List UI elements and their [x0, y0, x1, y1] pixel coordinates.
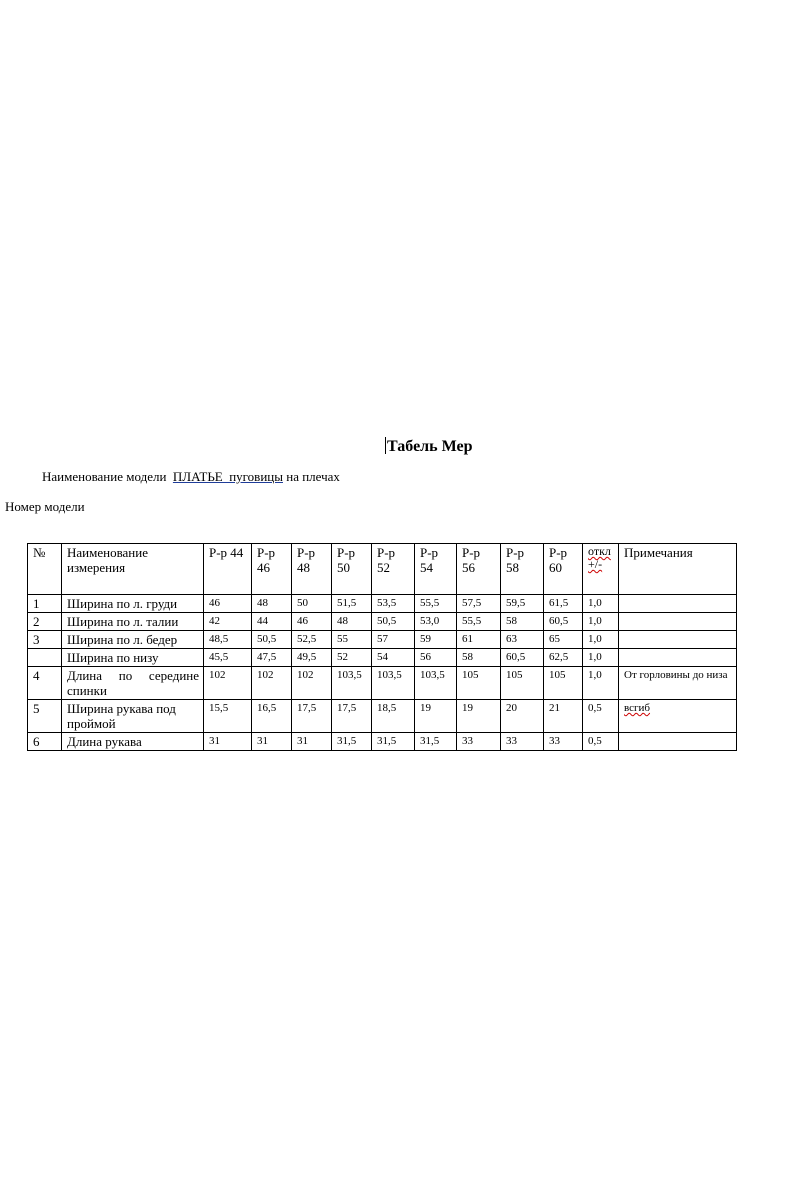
note — [619, 613, 737, 631]
row-number: 4 — [28, 667, 62, 700]
col-header-size-60: Р-р 60 — [544, 544, 583, 595]
table-row — [28, 649, 737, 667]
note-cell — [619, 700, 737, 733]
model-number-label: Номер модели — [5, 499, 85, 514]
value-size-46: 44 — [252, 613, 292, 631]
value-size-48: 49,5 — [292, 649, 332, 667]
value-size-44: 102 — [204, 667, 252, 700]
value-size-48: 46 — [292, 613, 332, 631]
value-size-50: 48 — [332, 613, 372, 631]
value-size-60: 62,5 — [544, 649, 583, 667]
value-size-44: 42 — [204, 613, 252, 631]
value-size-58: 105 — [501, 667, 544, 700]
value-size-56: 55,5 — [457, 613, 501, 631]
note — [619, 631, 737, 649]
col-header-size-54: Р-р 54 — [415, 544, 457, 595]
col-header-size-58: Р-р 58 — [501, 544, 544, 595]
value-size-50: 103,5 — [332, 667, 372, 700]
value-size-60: 33 — [544, 733, 583, 751]
col-header-size-52: Р-р 52 — [372, 544, 415, 595]
table-row — [28, 700, 737, 733]
model-name-value: ПЛАТЬЕ пуговицы — [172, 469, 283, 484]
value-size-56: 105 — [457, 667, 501, 700]
table-row — [28, 667, 737, 700]
value-size-58: 63 — [501, 631, 544, 649]
document-title: Табель Мер — [387, 438, 473, 455]
table-row — [28, 631, 737, 649]
row-number: 1 — [28, 595, 62, 613]
value-size-58: 59,5 — [501, 595, 544, 613]
value-size-52: 18,5 — [372, 700, 415, 733]
model-name-suffix: на плечах — [286, 469, 340, 484]
value-size-60: 65 — [544, 631, 583, 649]
value-size-58: 33 — [501, 733, 544, 751]
value-size-60: 60,5 — [544, 613, 583, 631]
value-size-44: 45,5 — [204, 649, 252, 667]
value-size-54: 103,5 — [415, 667, 457, 700]
value-size-52: 103,5 — [372, 667, 415, 700]
deviation-value: 1,0 — [583, 667, 619, 700]
text-cursor — [385, 437, 386, 454]
col-header-size-44: Р-р 44 — [204, 544, 252, 595]
col-header-size-46: Р-р 46 — [252, 544, 292, 595]
deviation-value: 0,5 — [583, 700, 619, 733]
deviation-value: 1,0 — [583, 613, 619, 631]
value-size-56: 19 — [457, 700, 501, 733]
measurement-name: Длина рукава — [62, 733, 204, 751]
value-size-50: 55 — [332, 631, 372, 649]
measurement-name: Ширина по л. талии — [62, 613, 204, 631]
value-size-48: 102 — [292, 667, 332, 700]
value-size-46: 48 — [252, 595, 292, 613]
col-header-size-48: Р-р 48 — [292, 544, 332, 595]
measurement-name: Ширина рукава под проймой — [62, 700, 204, 733]
value-size-58: 58 — [501, 613, 544, 631]
value-size-60: 105 — [544, 667, 583, 700]
col-header-notes: Примечания — [619, 544, 737, 595]
note — [619, 649, 737, 667]
row-number: 5 — [28, 700, 62, 733]
table-row — [28, 613, 737, 631]
measurement-name: Ширина по л. бедер — [62, 631, 204, 649]
value-size-48: 50 — [292, 595, 332, 613]
value-size-60: 21 — [544, 700, 583, 733]
table-row — [28, 733, 737, 751]
value-size-52: 54 — [372, 649, 415, 667]
value-size-52: 50,5 — [372, 613, 415, 631]
value-size-56: 33 — [457, 733, 501, 751]
note — [619, 733, 737, 751]
note: От горловины до низа — [619, 667, 737, 700]
model-name-line — [42, 469, 340, 485]
value-size-48: 52,5 — [292, 631, 332, 649]
col-header-size-50: Р-р 50 — [332, 544, 372, 595]
col-header-deviation-label: откл +/- — [588, 544, 611, 571]
table-row — [28, 595, 737, 613]
value-size-46: 16,5 — [252, 700, 292, 733]
row-number: 3 — [28, 631, 62, 649]
value-size-56: 57,5 — [457, 595, 501, 613]
value-size-52: 53,5 — [372, 595, 415, 613]
measurements-table — [27, 543, 737, 751]
col-header-name: Наименование измерения — [62, 544, 204, 595]
value-size-54: 55,5 — [415, 595, 457, 613]
value-size-54: 31,5 — [415, 733, 457, 751]
value-size-44: 46 — [204, 595, 252, 613]
col-header-deviation — [583, 544, 619, 595]
value-size-46: 47,5 — [252, 649, 292, 667]
measurement-name: Ширина по л. груди — [62, 595, 204, 613]
col-header-number: № — [28, 544, 62, 595]
row-number — [28, 649, 62, 667]
deviation-value: 1,0 — [583, 595, 619, 613]
model-name-label: Наименование модели — [42, 469, 167, 484]
value-size-44: 31 — [204, 733, 252, 751]
row-number: 2 — [28, 613, 62, 631]
value-size-48: 31 — [292, 733, 332, 751]
value-size-60: 61,5 — [544, 595, 583, 613]
value-size-46: 102 — [252, 667, 292, 700]
value-size-50: 51,5 — [332, 595, 372, 613]
value-size-50: 17,5 — [332, 700, 372, 733]
value-size-54: 19 — [415, 700, 457, 733]
deviation-value: 1,0 — [583, 631, 619, 649]
value-size-54: 56 — [415, 649, 457, 667]
measurement-name: Длина по середине спинки — [62, 667, 204, 700]
deviation-value: 1,0 — [583, 649, 619, 667]
value-size-54: 59 — [415, 631, 457, 649]
value-size-50: 31,5 — [332, 733, 372, 751]
value-size-44: 15,5 — [204, 700, 252, 733]
value-size-56: 61 — [457, 631, 501, 649]
value-size-48: 17,5 — [292, 700, 332, 733]
measurement-name: Ширина по низу — [62, 649, 204, 667]
value-size-44: 48,5 — [204, 631, 252, 649]
note: всгиб — [624, 702, 651, 714]
col-header-size-56: Р-р 56 — [457, 544, 501, 595]
value-size-58: 60,5 — [501, 649, 544, 667]
value-size-58: 20 — [501, 700, 544, 733]
value-size-56: 58 — [457, 649, 501, 667]
value-size-46: 31 — [252, 733, 292, 751]
value-size-50: 52 — [332, 649, 372, 667]
table-header-row — [28, 544, 737, 595]
value-size-46: 50,5 — [252, 631, 292, 649]
value-size-54: 53,0 — [415, 613, 457, 631]
row-number: 6 — [28, 733, 62, 751]
value-size-52: 57 — [372, 631, 415, 649]
note — [619, 595, 737, 613]
deviation-value: 0,5 — [583, 733, 619, 751]
value-size-52: 31,5 — [372, 733, 415, 751]
